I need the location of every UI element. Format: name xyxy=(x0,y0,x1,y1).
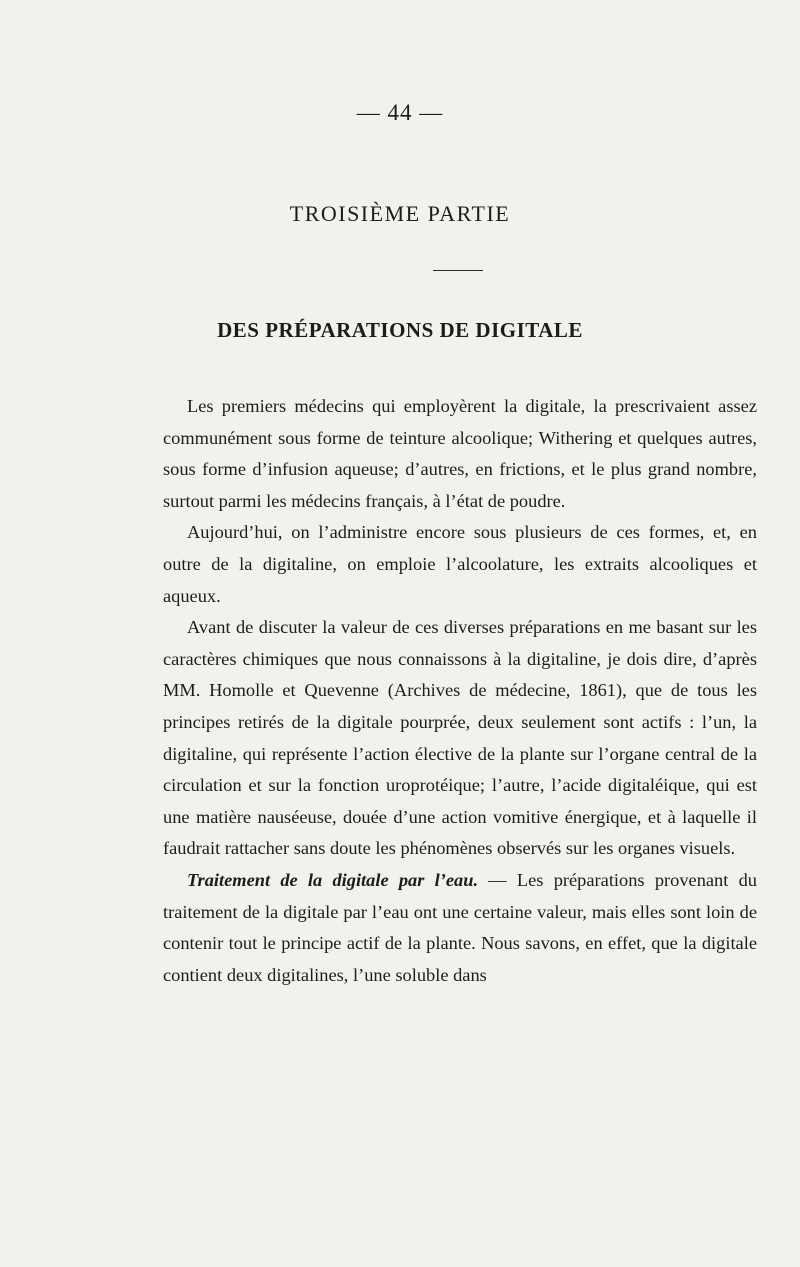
run-in-heading: Traitement de la digitale par l’eau. xyxy=(187,869,479,890)
paragraph: Avant de discuter la valeur de ces diverses préparations en me basant sur les caractères chimiques que nous connaissons à la digitaline, je dois dire, d’après MM. Homolle et Quevenne (Archives de médecine, 1861), que de tous les principes retirés de la digitale pourprée, deux seulement sont actifs : l’un, la digitaline, qui représente l’action élective de la plante sur l’organe central de la circulation et sur la fonction uroprotéique; l’autre, l’acide digitaléique, qui est une matière nauséeuse, douée d’une action vomitive énergique, et à laquelle il faudrait rattacher sans doute les phénomènes observés sur les organes visuels. xyxy=(163,617,757,859)
part-title: TROISIÈME PARTIE xyxy=(289,201,511,226)
paragraph: Les premiers médecins qui employèrent la digitale, la prescrivaient assez communément sous forme de teinture alcoolique; Withering et quelques autres, sous forme d’infusion aqueuse; d’autres, en frictions, et le plus grand nombre, surtout parmi les médecins français, à l’état de poudre. xyxy=(163,396,757,511)
paragraph: Aujourd’hui, on l’administre encore sous plusieurs de ces formes, et, en outre de la digitaline, on emploie l’alcoolature, les extraits alcooliques et aqueux. xyxy=(163,522,757,606)
paragraph-text: — Les préparations provenant du traitement de la digitale par l’eau ont une certaine valeur, mais elles sont loin de contenir tout le principe actif de la plante. Nous savons, en effet, que la digitale contient deux digitalines, l’une soluble dans xyxy=(163,869,757,985)
paragraph xyxy=(163,865,757,991)
title-divider xyxy=(433,270,483,271)
body-text xyxy=(163,391,757,991)
page-number: — 44 — xyxy=(356,100,444,125)
section-title: DES PRÉPARATIONS DE DIGITALE xyxy=(217,318,583,342)
